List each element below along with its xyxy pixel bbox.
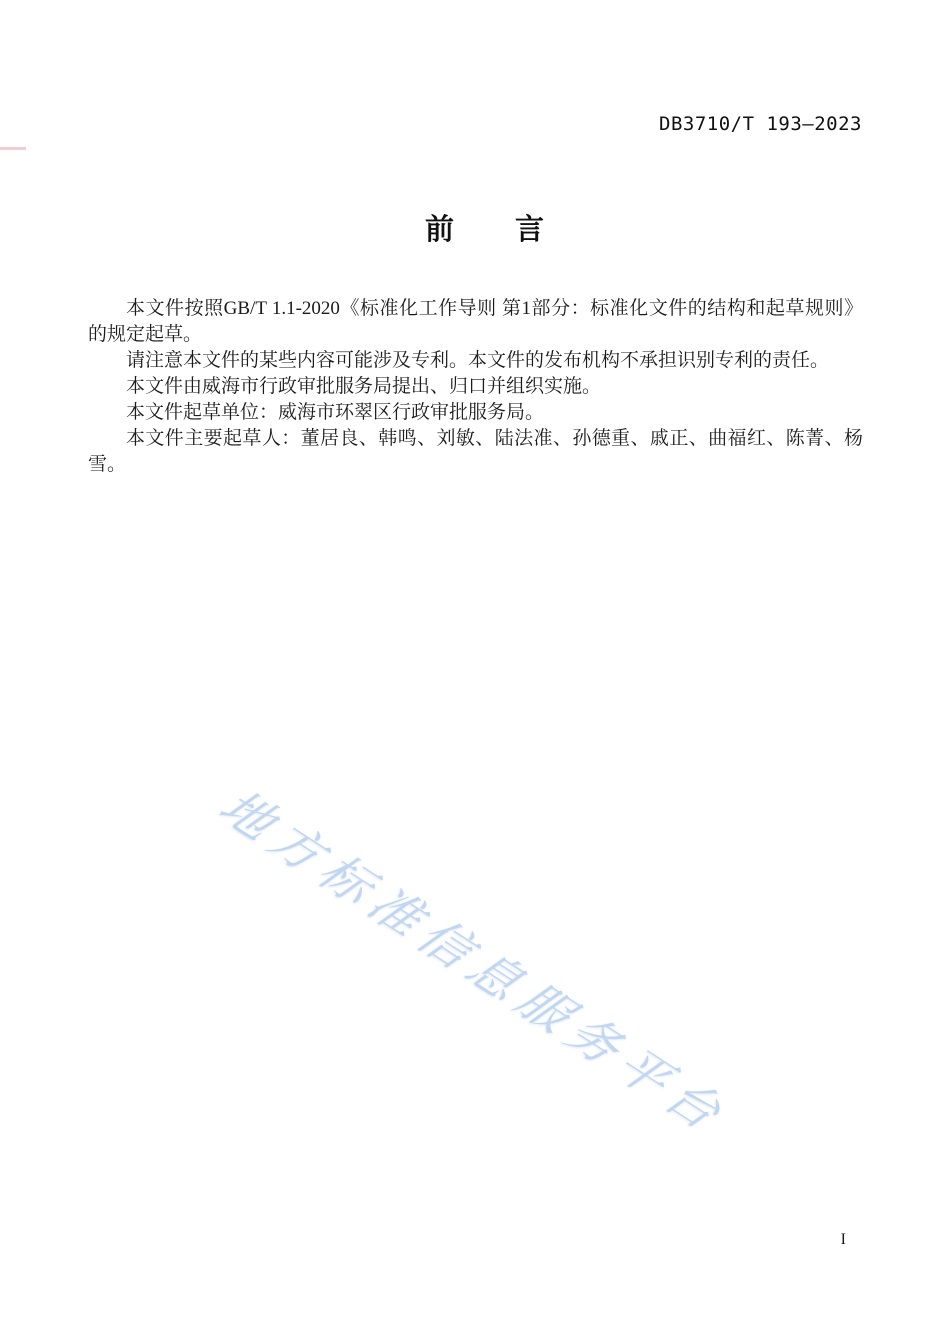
- page-number: I: [840, 1231, 846, 1248]
- foreword-paragraph: 本文件由威海市行政审批服务局提出、归口并组织实施。: [126, 376, 602, 397]
- foreword-paragraph: 本文件按照GB/T 1.1-2020《标准化工作导则 第1部分：标准化文件的结构和起草规则》的规定起草。: [88, 298, 863, 345]
- scan-artifact-line: [0, 147, 26, 150]
- foreword-paragraph: 本文件主要起草人：董居良、韩鸣、刘敏、陆法准、孙德重、戚正、曲福红、陈菁、杨雪。: [88, 428, 863, 475]
- watermark: 地方标准信息服务平台: [207, 779, 741, 1145]
- page-title: 前 言: [424, 214, 545, 246]
- foreword-paragraph: 本文件起草单位：威海市环翠区行政审批服务局。: [126, 402, 545, 423]
- foreword-body: [88, 296, 863, 478]
- foreword-paragraph: 请注意本文件的某些内容可能涉及专利。本文件的发布机构不承担识别专利的责任。: [126, 350, 830, 371]
- standard-code: DB3710/T 193—2023: [659, 113, 862, 135]
